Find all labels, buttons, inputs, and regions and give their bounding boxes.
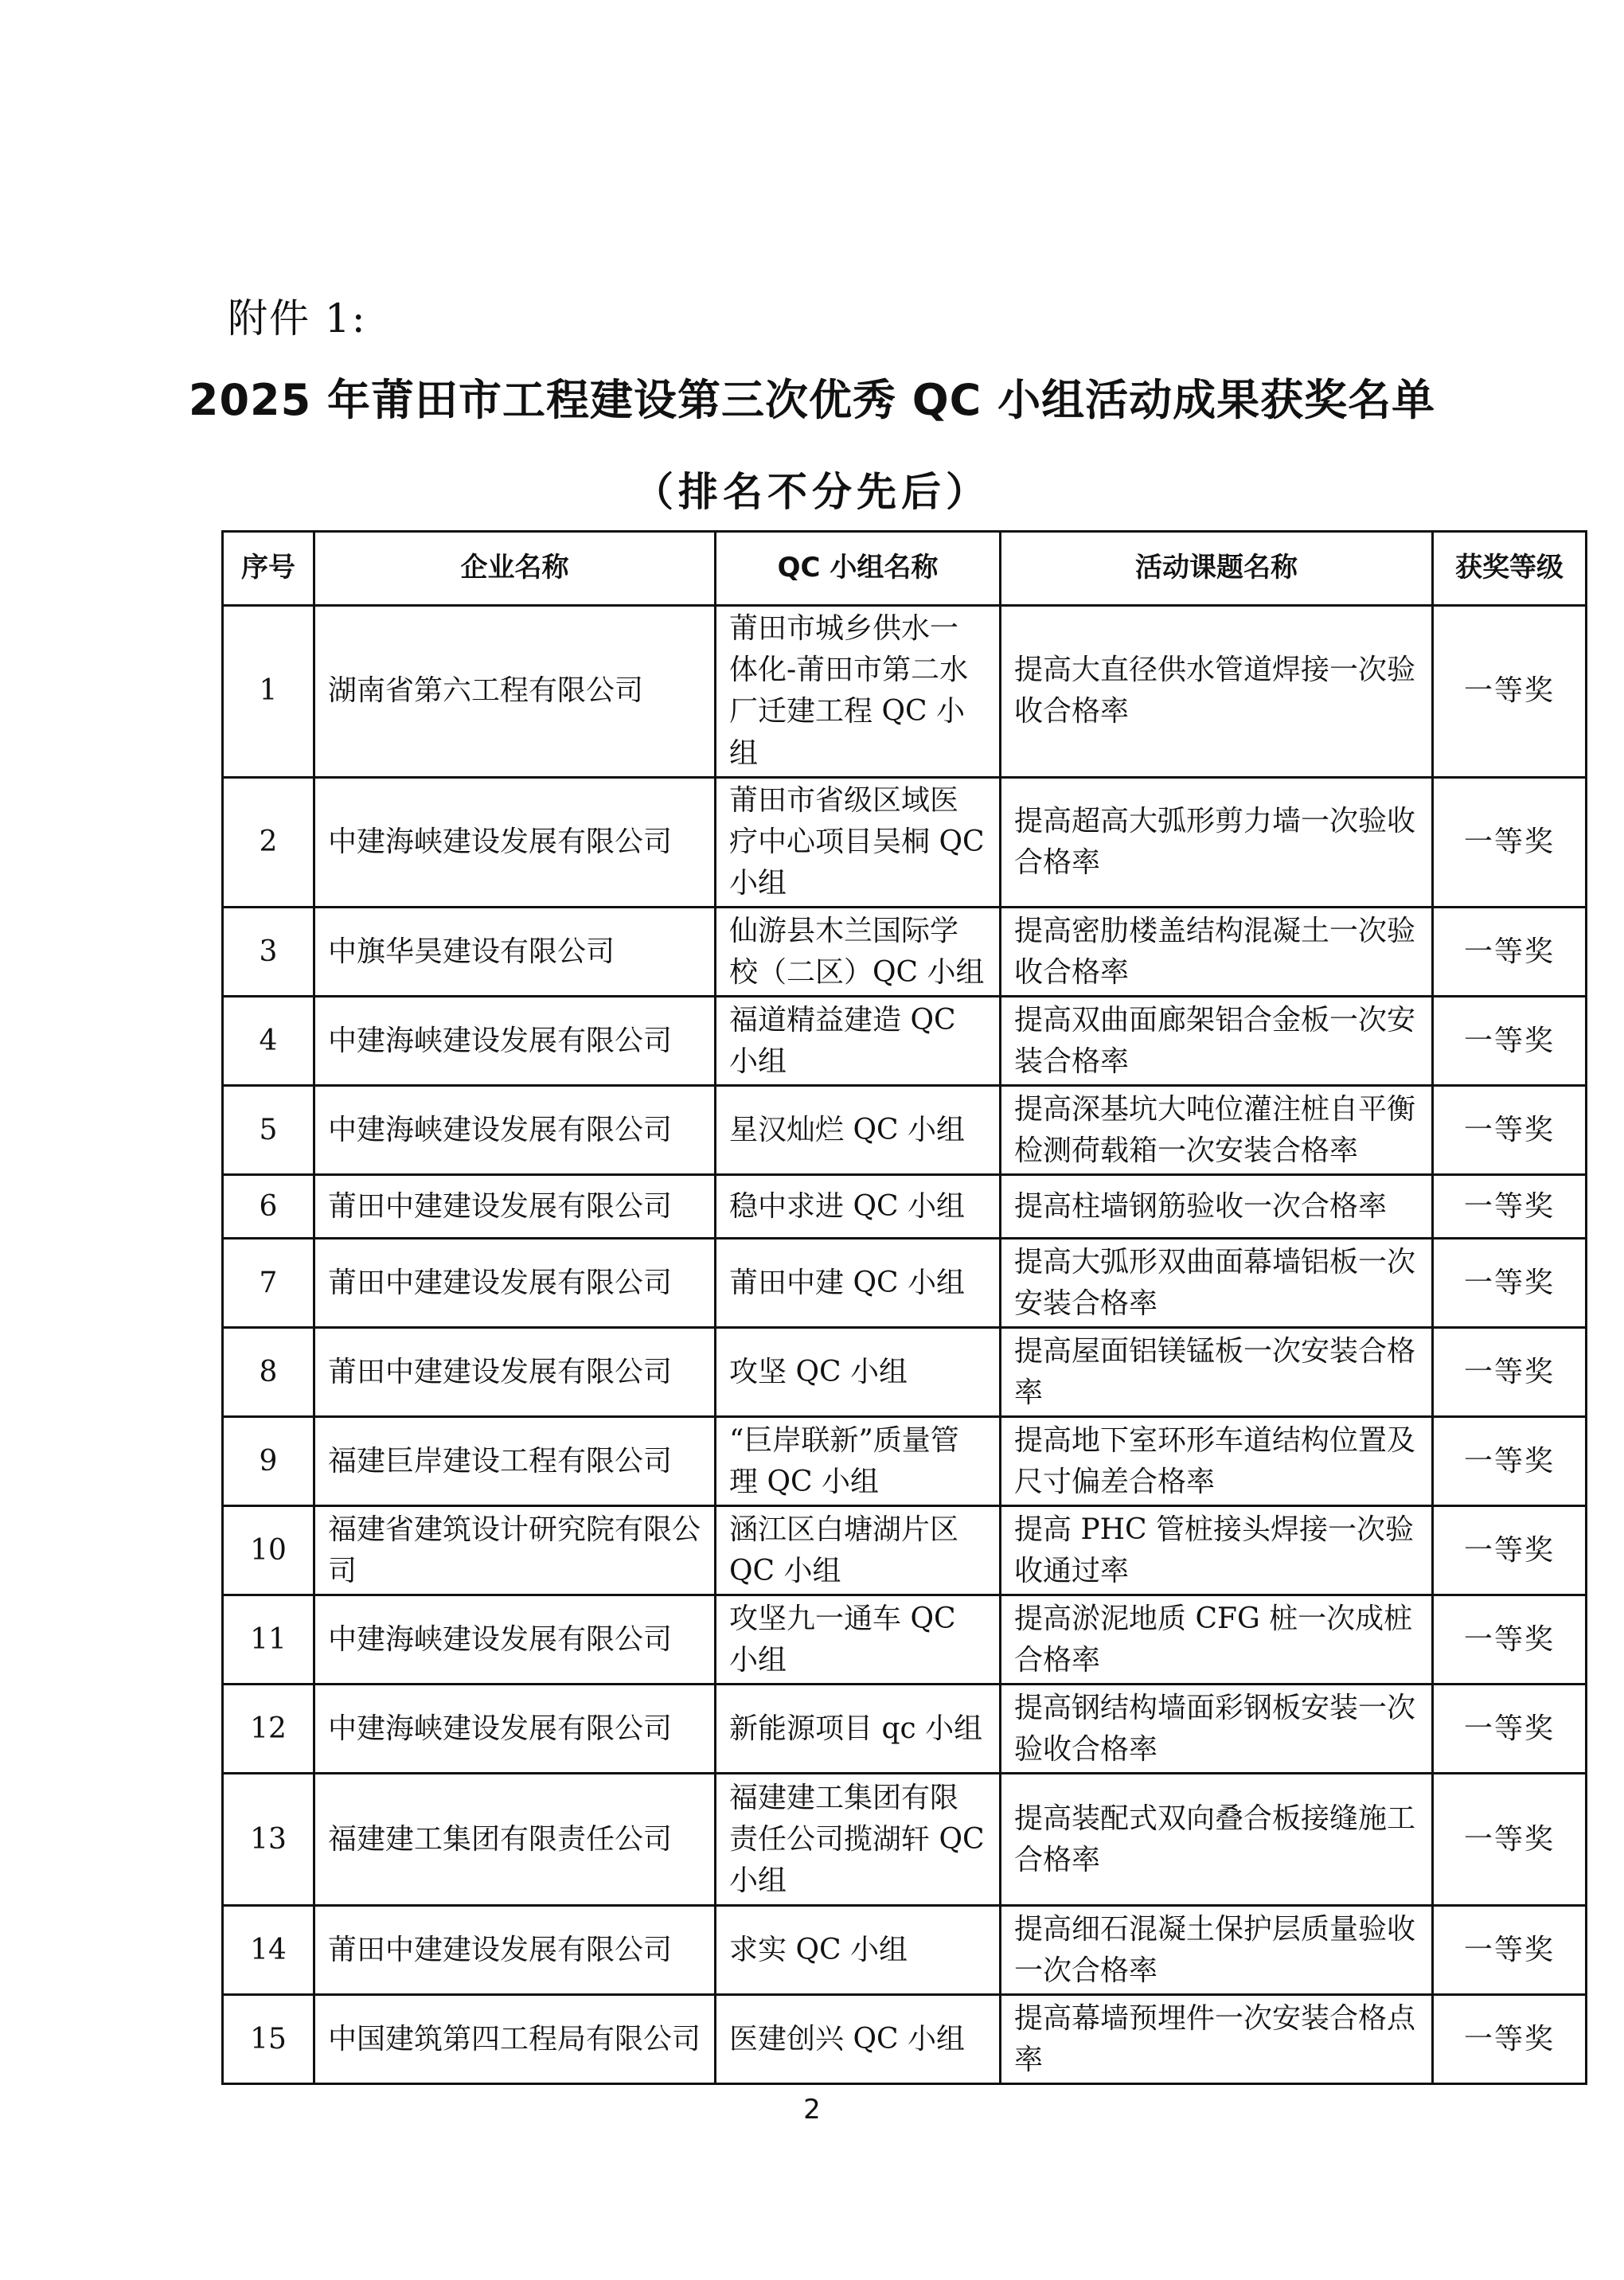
cell-qc-group: 莆田市省级区域医疗中心项目吴桐 QC 小组 xyxy=(716,777,1001,908)
cell-topic: 提高柱墙钢筋验收一次合格率 xyxy=(1001,1175,1433,1239)
table-row xyxy=(223,1906,1587,1995)
table-row xyxy=(223,1506,1587,1595)
cell-serial: 9 xyxy=(223,1417,314,1506)
cell-topic: 提高装配式双向叠合板接缝施工合格率 xyxy=(1001,1774,1433,1906)
table-body xyxy=(223,606,1587,2084)
cell-award: 一等奖 xyxy=(1433,908,1587,997)
cell-serial: 15 xyxy=(223,1995,314,2084)
header-company: 企业名称 xyxy=(314,532,716,606)
cell-serial: 12 xyxy=(223,1685,314,1774)
award-table xyxy=(221,530,1587,2085)
cell-award: 一等奖 xyxy=(1433,1175,1587,1239)
cell-company: 莆田中建建设发展有限公司 xyxy=(314,1239,716,1328)
cell-topic: 提高地下室环形车道结构位置及尺寸偏差合格率 xyxy=(1001,1417,1433,1506)
cell-award: 一等奖 xyxy=(1433,1086,1587,1175)
header-serial: 序号 xyxy=(223,532,314,606)
cell-company: 莆田中建建设发展有限公司 xyxy=(314,1328,716,1417)
table-row xyxy=(223,1417,1587,1506)
cell-award: 一等奖 xyxy=(1433,1328,1587,1417)
table-row xyxy=(223,1595,1587,1685)
cell-qc-group: 攻坚九一通车 QC 小组 xyxy=(716,1595,1001,1685)
table-row xyxy=(223,1774,1587,1906)
cell-topic: 提高淤泥地质 CFG 桩一次成桩合格率 xyxy=(1001,1595,1433,1685)
cell-topic: 提高大直径供水管道焊接一次验收合格率 xyxy=(1001,606,1433,778)
table-row xyxy=(223,908,1587,997)
header-award: 获奖等级 xyxy=(1433,532,1587,606)
cell-company: 中建海峡建设发展有限公司 xyxy=(314,1086,716,1175)
table-row xyxy=(223,997,1587,1086)
cell-award: 一等奖 xyxy=(1433,1417,1587,1506)
cell-award: 一等奖 xyxy=(1433,606,1587,778)
cell-topic: 提高深基坑大吨位灌注桩自平衡检测荷载箱一次安装合格率 xyxy=(1001,1086,1433,1175)
cell-qc-group: 稳中求进 QC 小组 xyxy=(716,1175,1001,1239)
cell-topic: 提高屋面铝镁锰板一次安装合格率 xyxy=(1001,1328,1433,1417)
cell-topic: 提高 PHC 管桩接头焊接一次验收通过率 xyxy=(1001,1506,1433,1595)
cell-topic: 提高大弧形双曲面幕墙铝板一次安装合格率 xyxy=(1001,1239,1433,1328)
table-row xyxy=(223,1685,1587,1774)
cell-serial: 6 xyxy=(223,1175,314,1239)
table-row xyxy=(223,1175,1587,1239)
cell-award: 一等奖 xyxy=(1433,1906,1587,1995)
cell-award: 一等奖 xyxy=(1433,997,1587,1086)
table-row xyxy=(223,606,1587,778)
cell-company: 福建建工集团有限责任公司 xyxy=(314,1774,716,1906)
cell-qc-group: 仙游县木兰国际学校（二区）QC 小组 xyxy=(716,908,1001,997)
cell-award: 一等奖 xyxy=(1433,1774,1587,1906)
cell-qc-group: 福建建工集团有限责任公司揽湖轩 QC 小组 xyxy=(716,1774,1001,1906)
cell-serial: 7 xyxy=(223,1239,314,1328)
table-row xyxy=(223,1239,1587,1328)
cell-qc-group: 涵江区白塘湖片区 QC 小组 xyxy=(716,1506,1001,1595)
cell-serial: 1 xyxy=(223,606,314,778)
cell-serial: 10 xyxy=(223,1506,314,1595)
cell-topic: 提高密肋楼盖结构混凝土一次验收合格率 xyxy=(1001,908,1433,997)
cell-topic: 提高钢结构墙面彩钢板安装一次验收合格率 xyxy=(1001,1685,1433,1774)
cell-company: 中国建筑第四工程局有限公司 xyxy=(314,1995,716,2084)
cell-qc-group: 医建创兴 QC 小组 xyxy=(716,1995,1001,2084)
cell-serial: 5 xyxy=(223,1086,314,1175)
cell-company: 中建海峡建设发展有限公司 xyxy=(314,777,716,908)
cell-qc-group: 求实 QC 小组 xyxy=(716,1906,1001,1995)
cell-serial: 14 xyxy=(223,1906,314,1995)
table-row xyxy=(223,1086,1587,1175)
cell-company: 福建巨岸建设工程有限公司 xyxy=(314,1417,716,1506)
page-number: 2 xyxy=(803,2094,821,2126)
cell-award: 一等奖 xyxy=(1433,1685,1587,1774)
cell-qc-group: 莆田市城乡供水一体化-莆田市第二水厂迁建工程 QC 小组 xyxy=(716,606,1001,778)
attachment-label: 附件 1: xyxy=(228,295,367,342)
cell-qc-group: 莆田中建 QC 小组 xyxy=(716,1239,1001,1328)
cell-company: 福建省建筑设计研究院有限公司 xyxy=(314,1506,716,1595)
cell-award: 一等奖 xyxy=(1433,1506,1587,1595)
cell-serial: 3 xyxy=(223,908,314,997)
cell-serial: 4 xyxy=(223,997,314,1086)
cell-serial: 13 xyxy=(223,1774,314,1906)
cell-company: 湖南省第六工程有限公司 xyxy=(314,606,716,778)
cell-topic: 提高细石混凝土保护层质量验收一次合格率 xyxy=(1001,1906,1433,1995)
cell-company: 中建海峡建设发展有限公司 xyxy=(314,1685,716,1774)
header-qc-group: QC 小组名称 xyxy=(716,532,1001,606)
cell-award: 一等奖 xyxy=(1433,1595,1587,1685)
cell-serial: 2 xyxy=(223,777,314,908)
cell-qc-group: 新能源项目 qc 小组 xyxy=(716,1685,1001,1774)
cell-qc-group: 攻坚 QC 小组 xyxy=(716,1328,1001,1417)
cell-award: 一等奖 xyxy=(1433,1995,1587,2084)
cell-qc-group: “巨岸联新”质量管理 QC 小组 xyxy=(716,1417,1001,1506)
table-row xyxy=(223,777,1587,908)
cell-company: 中建海峡建设发展有限公司 xyxy=(314,1595,716,1685)
cell-company: 莆田中建建设发展有限公司 xyxy=(314,1175,716,1239)
cell-company: 中旗华昊建设有限公司 xyxy=(314,908,716,997)
cell-topic: 提高双曲面廊架铝合金板一次安装合格率 xyxy=(1001,997,1433,1086)
cell-topic: 提高幕墙预埋件一次安装合格点率 xyxy=(1001,1995,1433,2084)
table-header-row xyxy=(223,532,1587,606)
cell-award: 一等奖 xyxy=(1433,1239,1587,1328)
table-row xyxy=(223,1328,1587,1417)
cell-topic: 提高超高大弧形剪力墙一次验收合格率 xyxy=(1001,777,1433,908)
cell-qc-group: 福道精益建造 QC 小组 xyxy=(716,997,1001,1086)
cell-serial: 11 xyxy=(223,1595,314,1685)
cell-qc-group: 星汉灿烂 QC 小组 xyxy=(716,1086,1001,1175)
cell-company: 中建海峡建设发展有限公司 xyxy=(314,997,716,1086)
table-row xyxy=(223,1995,1587,2084)
cell-company: 莆田中建建设发展有限公司 xyxy=(314,1906,716,1995)
cell-serial: 8 xyxy=(223,1328,314,1417)
cell-award: 一等奖 xyxy=(1433,777,1587,908)
header-topic: 活动课题名称 xyxy=(1001,532,1433,606)
document-subtitle: （排名不分先后） xyxy=(634,469,990,515)
document-title: 2025 年莆田市工程建设第三次优秀 QC 小组活动成果获奖名单 xyxy=(188,375,1436,425)
